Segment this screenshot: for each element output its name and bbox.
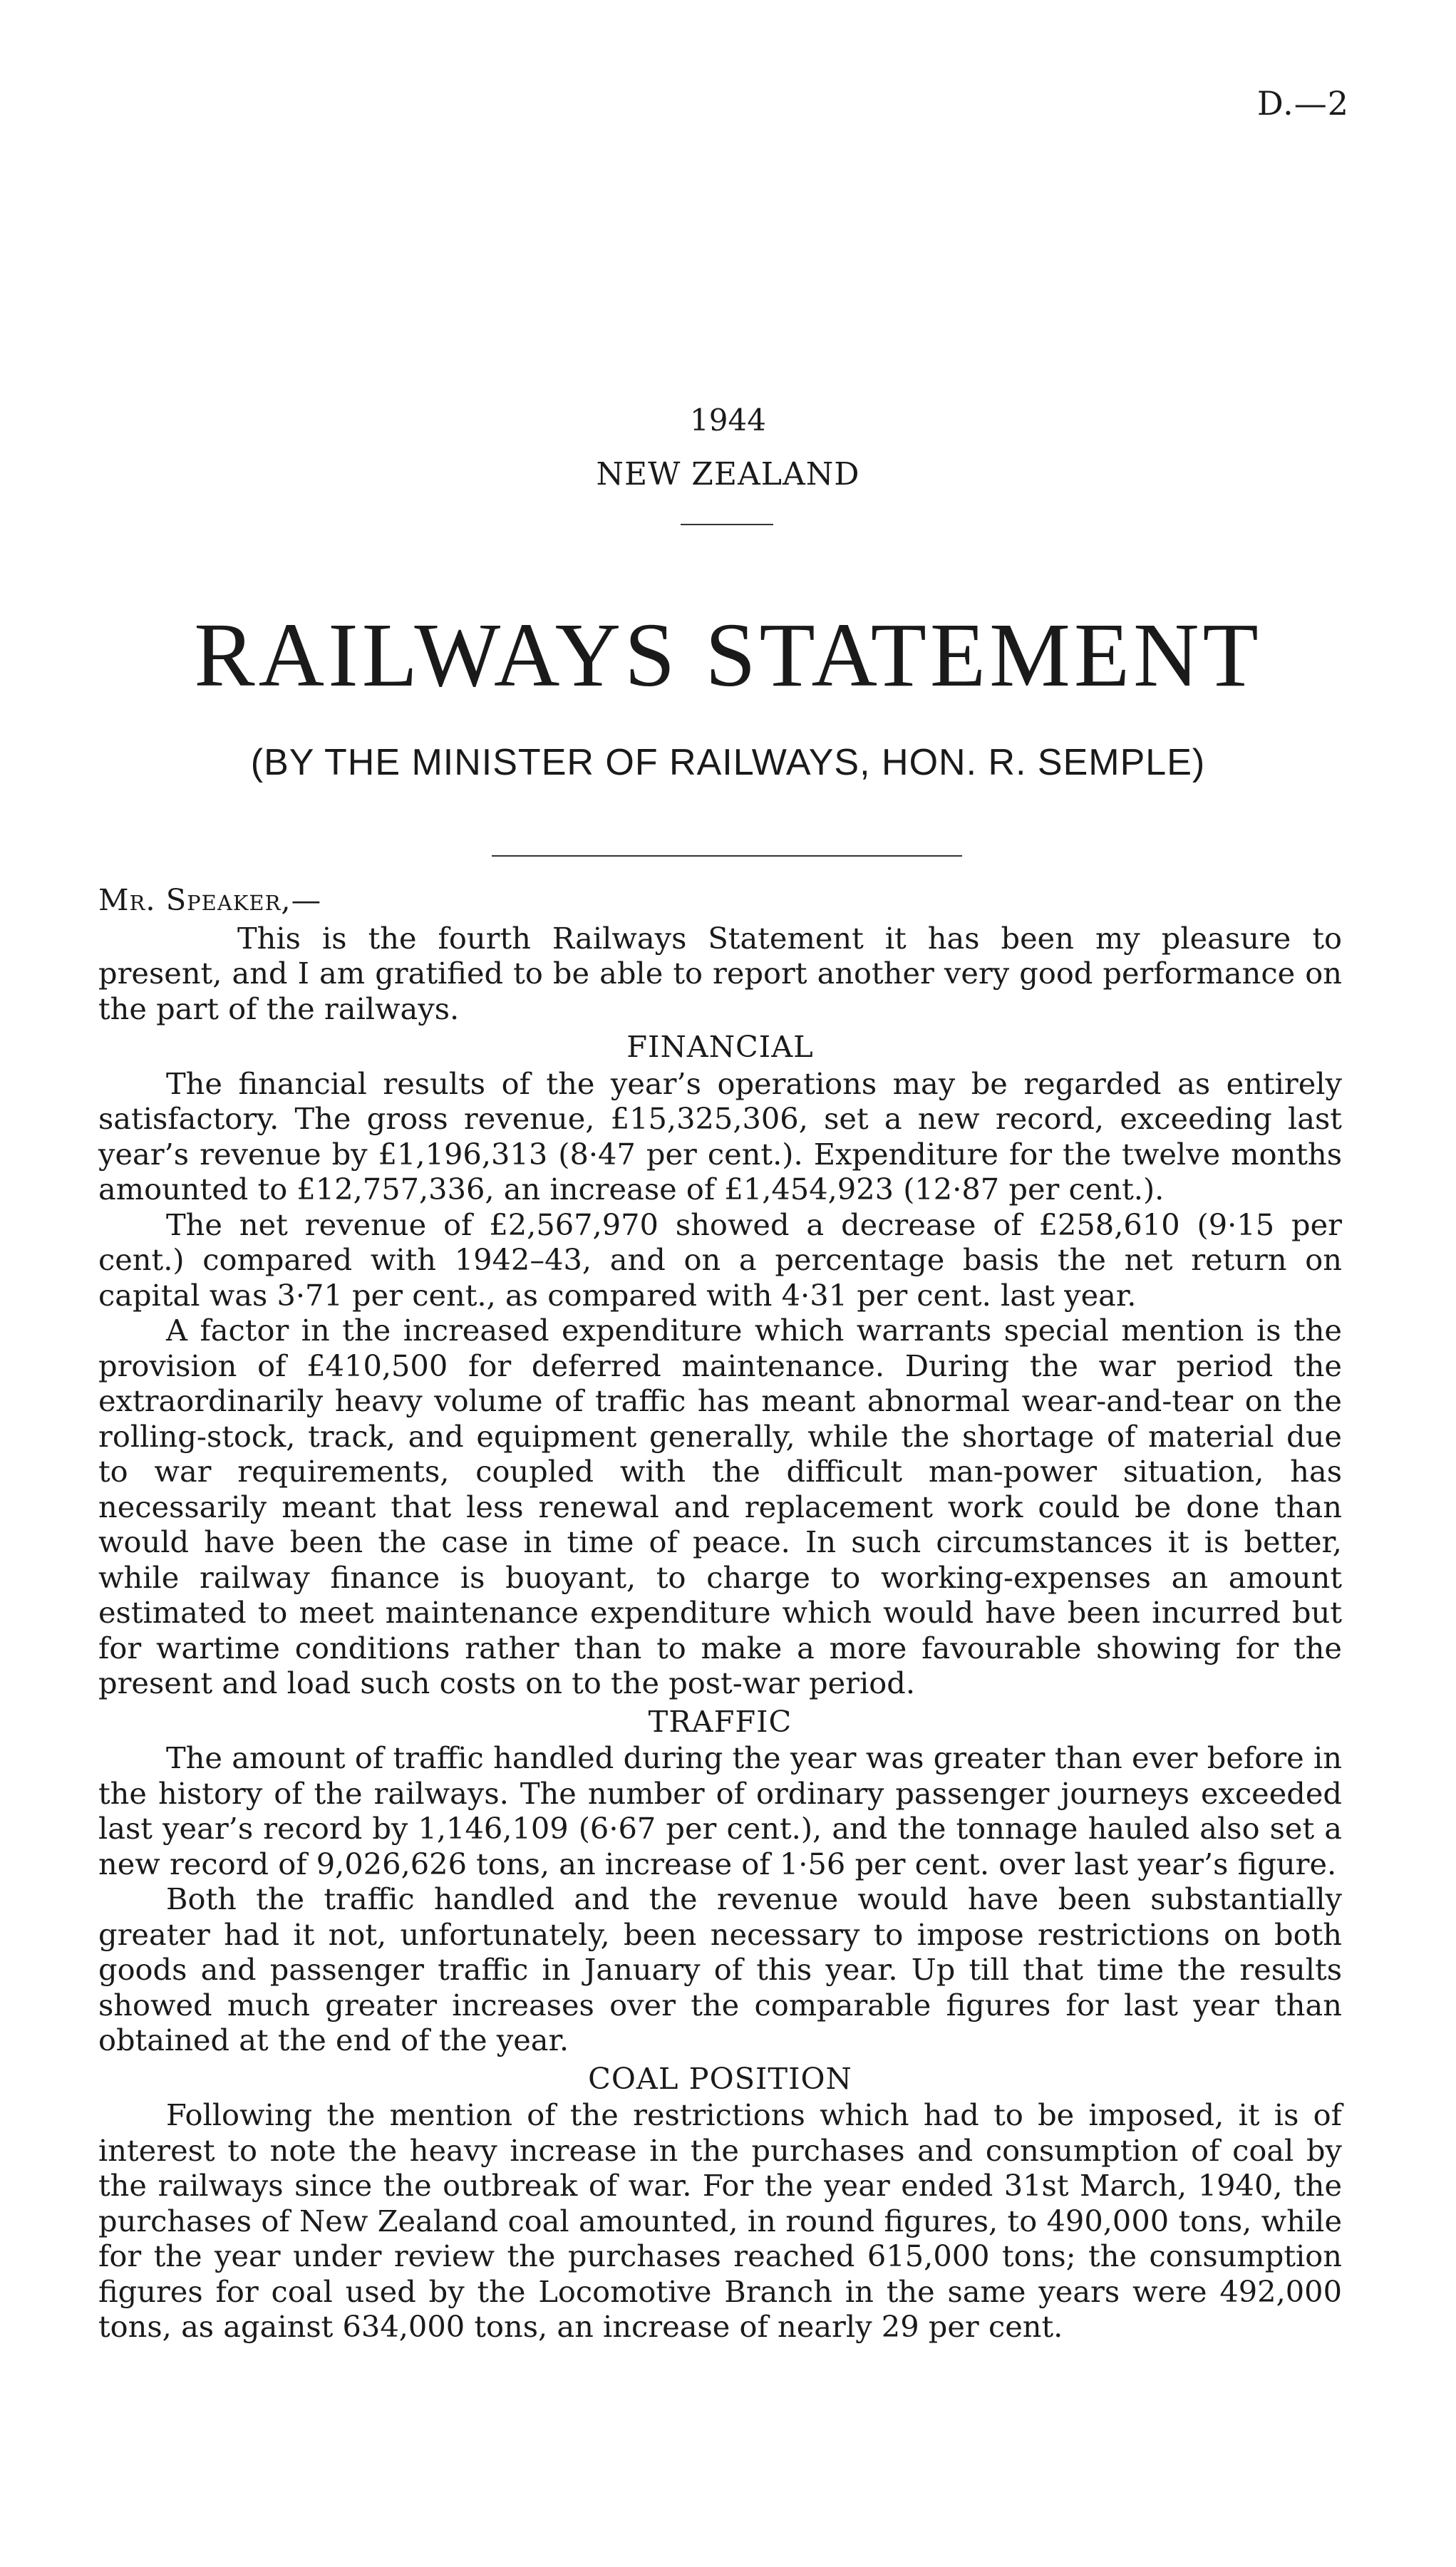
short-divider <box>681 524 773 525</box>
document-subtitle: (BY THE MINISTER OF RAILWAYS, HON. R. SEMPLE) <box>250 742 1206 783</box>
financial-paragraph-3: A factor in the increased expenditure which warrants special mention is the provision of £410,500 for deferred maintenance. During the war period the extraordinarily heavy volume of traffic has meant abnormal wear-and-tear on the rolling-stock, track, and equipment generally, while the shortage of material due to war requirements, coupled with the difficult man-power situation, has necessarily meant that less renewal and replacement work could be done than would have been the case in time of peace. In such circumstances it is better, while railway finance is buoyant, to charge to working-expenses an amount estimated to meet maintenance expenditure which would have been incurred but for wartime conditions rather than to make a more favourable showing for the present and load such costs on to the post-war period. <box>98 1313 1342 1700</box>
document-body <box>98 882 1342 2345</box>
traffic-paragraph-2: Both the traffic handled and the revenue would have been substantially greater had it not, unfortunately, been necessary to impose restrictions on both goods and passenger traffic in January of this year. Up till that time the results showed much greater increases over the comparable figures for last year than obtained at the end of the year. <box>98 1881 1342 2057</box>
document-title: RAILWAYS STATEMENT <box>194 604 1262 706</box>
salutation: Mr. Speaker,— <box>98 882 322 917</box>
coal-paragraph-1: Following the mention of the restrictions which had to be imposed, it is of interest to note the heavy increase in the purchases and consumption of coal by the railways since the outbreak of war. For the year ended 31st March, 1940, the purchases of New Zealand coal amounted, in round figures, to 490,000 tons, while for the year under review the purchases reached 615,000 tons; the consumption figures for coal used by the Locomotive Branch in the same years were 492,000 tons, as against 634,000 tons, an increase of nearly 29 per cent. <box>98 2097 1342 2344</box>
section-heading-coal-position: COAL POSITION <box>588 2060 852 2096</box>
document-year: 1944 <box>690 403 766 438</box>
financial-paragraph-2: The net revenue of £2,567,970 showed a decrease of £258,610 (9·15 per cent.) compared with 1942–43, and on a percentage basis the net return on capital was 3·71 per cent., as compared with 4·31 per cent. last year. <box>98 1207 1342 1313</box>
page-reference: D.—2 <box>1256 84 1349 123</box>
long-divider <box>492 855 962 857</box>
section-heading-traffic: TRAFFIC <box>648 1703 792 1739</box>
document-country: NEW ZEALAND <box>596 456 860 492</box>
intro-paragraph: This is the fourth Railways Statement it has been my pleasure to present, and I am gratified to be able to report another very good performance on the part of the railways. <box>98 920 1342 1026</box>
traffic-paragraph-1: The amount of traffic handled during the year was greater than ever before in the history of the railways. The number of ordinary passenger journeys exceeded last year’s record by 1,146,109 (6·67 per cent.), and the tonnage hauled also set a new record of 9,026,626 tons, an increase of 1·56 per cent. over last year’s figure. <box>98 1740 1342 1881</box>
section-heading-financial: FINANCIAL <box>626 1029 814 1064</box>
financial-paragraph-1: The financial results of the year’s operations may be regarded as entirely satisfactory. The gross revenue, £15,325,306, set a new record, exceeding last year’s revenue by £1,196,313 (8·47 per cent.). Expenditure for the twelve months amounted to £12,757,336, an increase of £1,454,923 (12·87 per cent.). <box>98 1065 1342 1207</box>
